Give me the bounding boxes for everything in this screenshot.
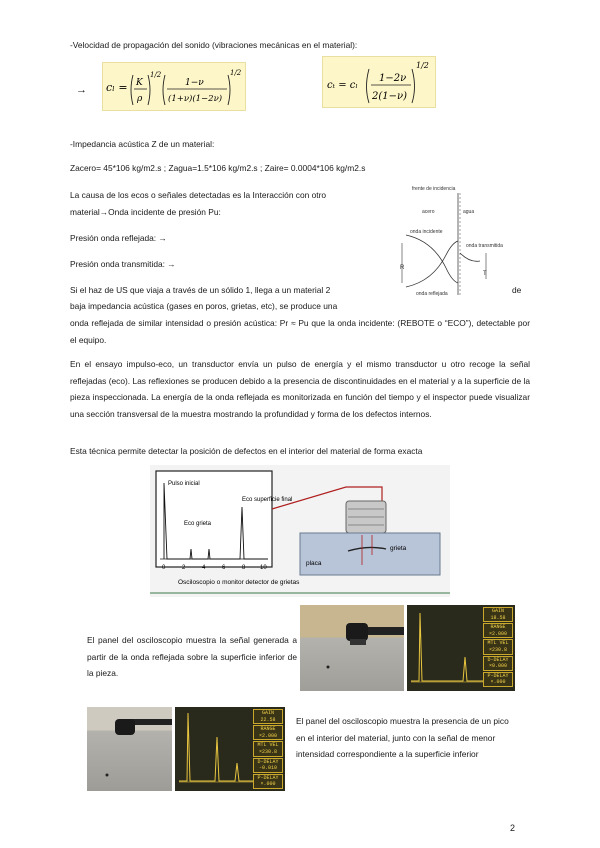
scope-tick-4: 4 — [202, 565, 206, 571]
scope-2-mtl-vel: MTL VEL ×230.8 — [253, 741, 283, 756]
pulse-echo-paragraph: En el ensayo impulso-eco, un transductor envía un pulso de energía y el mismo transductor u otro recoge la señal reflejadas (eco). Las reflexiones se producen debido a la presencia de discontinuidades en el material y a la superficie de la pieza inspeccionada. La energía de la onda reflejada es monitorizada en función del tiempo y el inspector puede visualizar una sección transversal de la muestra mostrando la profundidad y forma de los defectos internos. — [70, 359, 530, 419]
diagram-reflected-label: onda reflejada — [416, 291, 448, 297]
caption-bottom-surface-echo: El panel del osciloscopio muestra la señal generada a partir de la onda reflejada sobre la superficie inferior de la pieza. — [87, 635, 297, 678]
page-number: 2 — [510, 823, 516, 833]
diagram-symbol-t: T — [483, 271, 487, 277]
transducer-photo-1 — [300, 605, 404, 691]
scope-plate-label: placa — [306, 560, 322, 567]
technique-sentence: Esta técnica permite detectar la posición de defectos en el interior del material de forma exacta — [70, 446, 423, 456]
echo-cause-text: La causa de los ecos o señales detectadas es la Interacción con otro material→Onda incidente de presión Pu: — [70, 190, 327, 217]
svg-text:1/2: 1/2 — [416, 61, 429, 70]
svg-text:ρ: ρ — [137, 94, 143, 104]
scope-1-settings — [483, 607, 513, 688]
oscilloscope-screen-1 — [407, 605, 515, 691]
reflected-pressure: Presión onda reflejada: → — [70, 233, 167, 243]
us-paragraph-line3: onda reflejada de similar intensidad o presión acústica: Pr ≈ Pu que la onda incidente: (REBOTE o “ECO”), detectable por el equipo. — [70, 318, 530, 345]
diagram-left-label: acero — [422, 209, 435, 215]
svg-text:1/2: 1/2 — [150, 71, 162, 79]
scope-tick-10: 10 — [260, 565, 267, 571]
us-paragraph-line2: baja impedancia acústica (gases en poros, grietas, etc), se produce una — [70, 301, 338, 311]
impedance-heading: -Impedancia acústica Z de un material: — [70, 139, 215, 149]
velocity-heading: -Velocidad de propagación del sonido (vibraciones mecánicas en el material): — [70, 40, 358, 50]
caption-internal-peak: El panel del osciloscopio muestra la presencia de un pico en el interior del material, junto con la señal de menor intensidad correspondiente a la superficie inferior — [296, 716, 509, 759]
scope-tick-8: 8 — [242, 565, 246, 571]
diagram-incident-label: onda incidente — [410, 229, 443, 235]
diagram-transmitted-label: onda transmitida — [466, 243, 503, 249]
transmitted-pressure: Presión onda transmitida: → — [70, 259, 176, 269]
us-paragraph-line1: Si el haz de US que viaja a través de un sólido 1, llega a un material 2 — [70, 285, 331, 295]
svg-text:K: K — [136, 78, 143, 88]
oscilloscope-plate-diagram — [150, 465, 450, 597]
scope-2-gain: GAIN 22.58 — [253, 709, 283, 724]
diagram-symbol-r: R — [400, 265, 405, 271]
formula-left-lhs: cₗ = — [106, 81, 128, 94]
impedance-values: Zacero= 45*106 kg/m2.s ; Zagua=1.5*106 kg/m2.s ; Zaire= 0.0004*106 kg/m2.s — [70, 163, 366, 173]
oscilloscope-screen-2 — [175, 707, 285, 791]
scope-2-settings — [253, 709, 283, 790]
scope-1-range: RANGE ×2.000 — [483, 623, 513, 638]
scope-1-gain: GAIN 18.58 — [483, 607, 513, 622]
transverse-velocity-formula — [322, 56, 436, 108]
scope-tick-0: 0 — [162, 565, 166, 571]
svg-text:(1+ν)(1−2ν): (1+ν)(1−2ν) — [168, 94, 223, 104]
arrow-glyph: → — [76, 84, 87, 96]
scope-2-range: RANGE ×2.000 — [253, 725, 283, 740]
longitudinal-velocity-formula — [102, 62, 246, 111]
svg-text:1/2: 1/2 — [230, 69, 242, 77]
svg-text:2(1−ν): 2(1−ν) — [372, 91, 407, 102]
scope-caption: Osciloscopio o monitor detector de grietas — [178, 579, 300, 586]
scope-pulse-label: Pulso inicial — [168, 481, 200, 487]
scope-tick-6: 6 — [222, 565, 226, 571]
svg-text:1−2ν: 1−2ν — [379, 73, 407, 84]
scope-crack-label: grieta — [390, 545, 407, 552]
scope-2-p-delay: P-DELAY ×.000 — [253, 774, 283, 789]
transducer-photo-2 — [87, 707, 172, 791]
scope-2-d-delay: D-DELAY -0.010 — [253, 758, 283, 773]
scope-1-p-delay: P-DELAY ×.000 — [483, 672, 513, 687]
interface-wave-diagram — [388, 183, 503, 301]
diagram-top-label: frente de incidencia — [412, 186, 456, 192]
scope-crack-echo-label: Eco grieta — [184, 521, 212, 527]
svg-text:1−ν: 1−ν — [185, 78, 204, 88]
scope-tick-2: 2 — [182, 565, 186, 571]
us-paragraph-de: de — [512, 285, 522, 295]
diagram-right-label: agua — [463, 209, 475, 215]
scope-1-d-delay: D-DELAY ×0.000 — [483, 656, 513, 671]
formula-right-lhs: cₜ = cₗ — [327, 80, 358, 91]
scope-surface-echo-label: Eco superficie final — [242, 497, 293, 503]
scope-1-mtl-vel: MTL VEL ×230.8 — [483, 639, 513, 654]
